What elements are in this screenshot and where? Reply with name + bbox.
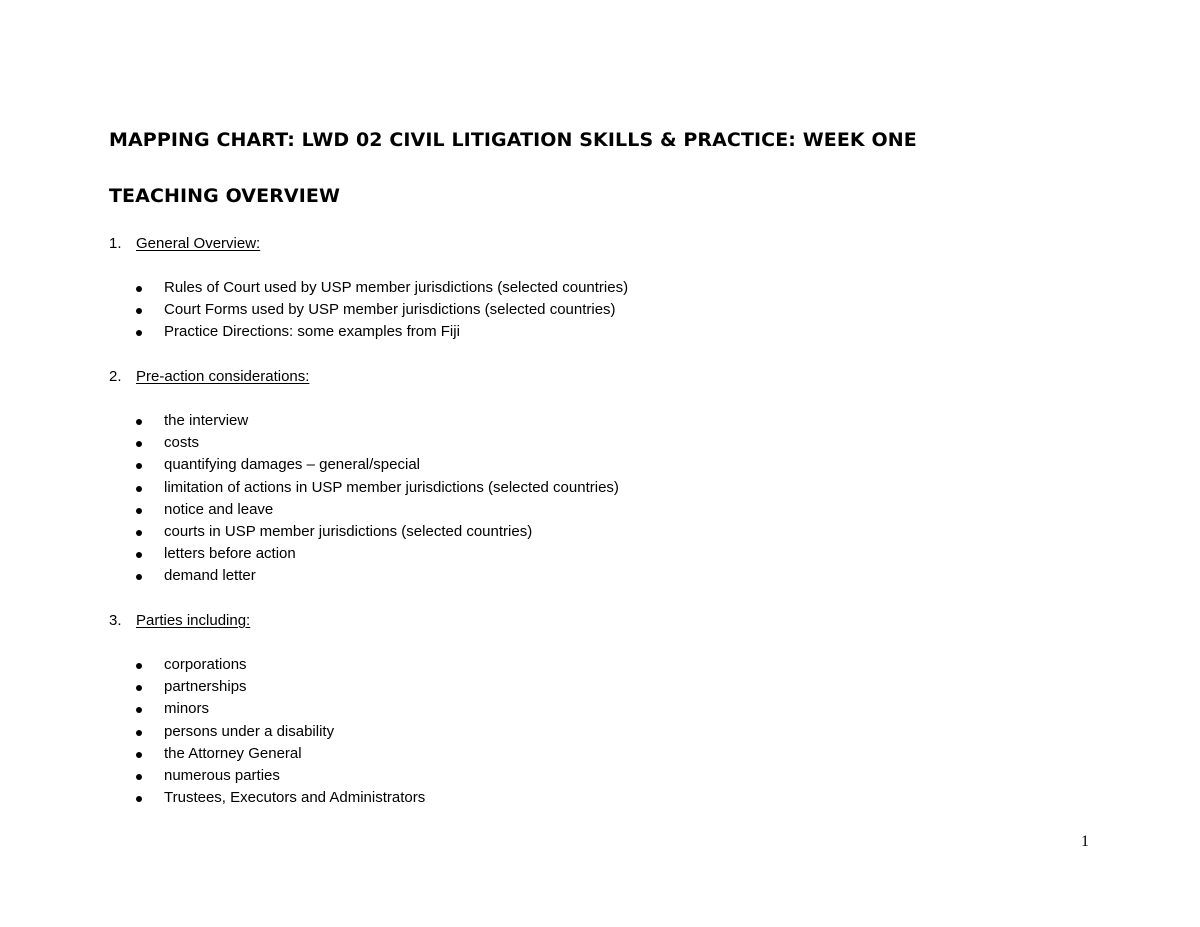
- bullet-icon: [136, 286, 142, 292]
- bullet-icon: [136, 552, 142, 558]
- list-item: notice and leave: [135, 499, 619, 521]
- section-title: General Overview:: [136, 235, 261, 252]
- bullet-icon: [136, 308, 142, 314]
- list-item: the interview: [135, 410, 619, 432]
- list-item: persons under a disability: [135, 721, 425, 743]
- list-item: Court Forms used by USP member jurisdictions (selected countries): [135, 299, 628, 321]
- bullet-icon: [136, 419, 142, 425]
- section-title: Parties including:: [136, 612, 251, 629]
- list-item: corporations: [135, 654, 425, 676]
- bullet-icon: [136, 574, 142, 580]
- section-title: Pre-action considerations:: [136, 368, 310, 385]
- list-item: limitation of actions in USP member jurisdictions (selected countries): [135, 477, 619, 499]
- bullet-list-general-overview: [135, 277, 628, 344]
- section-number: 2.: [109, 368, 122, 385]
- bullet-list-pre-action: [135, 410, 619, 588]
- list-item: demand letter: [135, 565, 619, 587]
- bullet-icon: [136, 774, 142, 780]
- list-item: minors: [135, 698, 425, 720]
- list-item: letters before action: [135, 543, 619, 565]
- list-item: quantifying damages – general/special: [135, 454, 619, 476]
- page-number: 1: [1081, 833, 1089, 850]
- bullet-list-parties: [135, 654, 425, 809]
- bullet-icon: [136, 707, 142, 713]
- bullet-icon: [136, 730, 142, 736]
- bullet-icon: [136, 441, 142, 447]
- list-item: costs: [135, 432, 619, 454]
- section-number: 1.: [109, 235, 122, 252]
- document-subtitle: TEACHING OVERVIEW: [109, 185, 341, 207]
- section-heading-parties: [109, 610, 250, 632]
- list-item: Practice Directions: some examples from Fiji: [135, 321, 628, 343]
- list-item: numerous parties: [135, 765, 425, 787]
- section-heading-pre-action: [109, 366, 309, 388]
- list-item: Trustees, Executors and Administrators: [135, 787, 425, 809]
- section-number: 3.: [109, 612, 122, 629]
- bullet-icon: [136, 685, 142, 691]
- bullet-icon: [136, 508, 142, 514]
- list-item: courts in USP member jurisdictions (selected countries): [135, 521, 619, 543]
- bullet-icon: [136, 530, 142, 536]
- bullet-icon: [136, 752, 142, 758]
- bullet-icon: [136, 486, 142, 492]
- list-item: the Attorney General: [135, 743, 425, 765]
- list-item: partnerships: [135, 676, 425, 698]
- list-item: Rules of Court used by USP member jurisdictions (selected countries): [135, 277, 628, 299]
- bullet-icon: [136, 663, 142, 669]
- bullet-icon: [136, 463, 142, 469]
- bullet-icon: [136, 330, 142, 336]
- section-heading-general-overview: [109, 233, 260, 255]
- document-title: MAPPING CHART: LWD 02 CIVIL LITIGATION SKILLS & PRACTICE: WEEK ONE: [109, 129, 917, 151]
- bullet-icon: [136, 796, 142, 802]
